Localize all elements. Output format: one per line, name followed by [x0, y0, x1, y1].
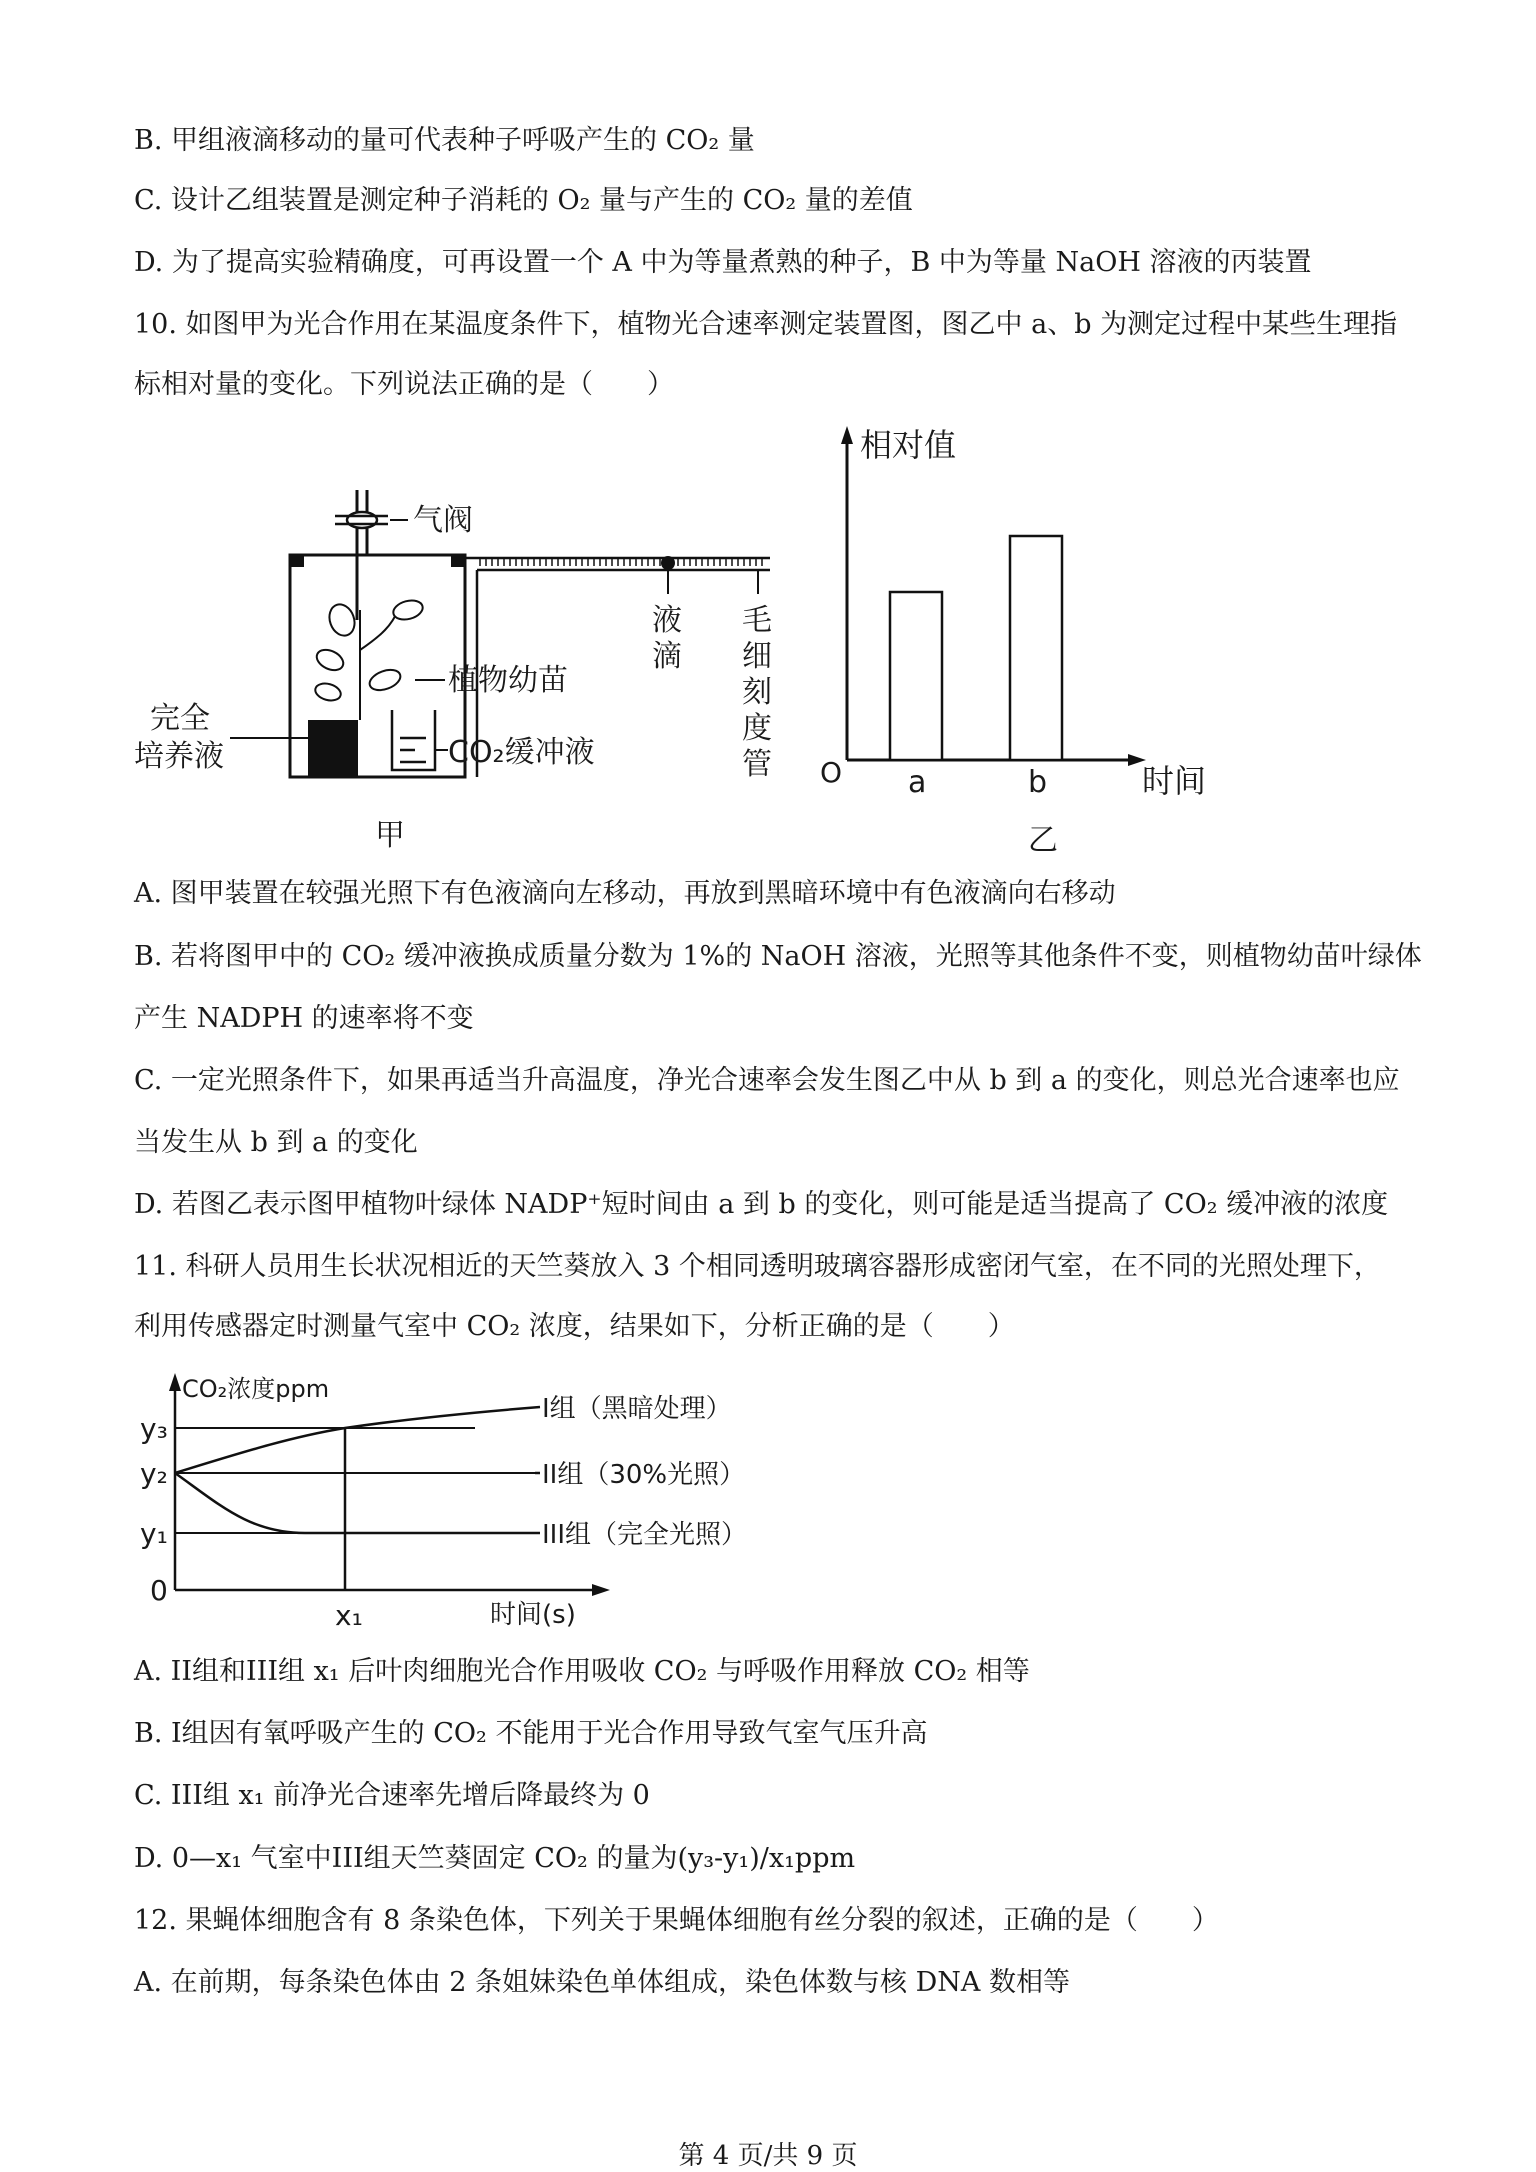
label-capillary-2: 细	[742, 639, 772, 674]
label-medium-1: 完全	[150, 701, 210, 736]
label-valve: 气阀	[413, 503, 473, 538]
culture-medium-jar	[308, 720, 358, 777]
q10-stem-line2: 标相对量的变化。下列说法正确的是（ ）	[134, 369, 674, 400]
q11-stem-line1: 11. 科研人员用生长状况相近的天竺葵放入 3 个相同透明玻璃容器形成密闭气室，在不同的光照处理下，	[134, 1251, 1381, 1282]
legend-group-1: I组（黑暗处理）	[542, 1394, 732, 1424]
x-tick-x1: x₁	[335, 1599, 363, 1632]
q12-option-a: A. 在前期，每条染色体由 2 条姐妹染色单体组成，染色体数与核 DNA 数相等	[134, 1967, 1070, 1998]
buffer-beaker	[392, 710, 435, 770]
q10-option-a: A. 图甲装置在较强光照下有色液滴向左移动，再放到黑暗环境中有色液滴向右移动	[134, 878, 1116, 909]
y-axis-label: CO₂浓度ppm	[182, 1375, 330, 1403]
label-droplet-1: 液	[652, 603, 682, 638]
x-axis-label: 时间	[1142, 762, 1207, 800]
x-axis-label: 时间(s)	[490, 1600, 576, 1630]
tick-label-a: a	[908, 765, 927, 800]
q10-option-c-line1: C. 一定光照条件下，如果再适当升高温度，净光合速率会发生图乙中从 b 到 a 的变化，则总光合速率也应	[134, 1065, 1400, 1096]
q11-option-c: C. III组 x₁ 前净光合速率先增后降最终为 0	[134, 1780, 650, 1811]
q12-stem: 12. 果蝇体细胞含有 8 条染色体，下列关于果蝇体细胞有丝分裂的叙述，正确的是（ ）	[134, 1905, 1219, 1936]
label-seedling: 植物幼苗	[448, 663, 568, 698]
q11-option-a: A. II组和III组 x₁ 后叶肉细胞光合作用吸收 CO₂ 与呼吸作用释放 CO₂ 相等	[134, 1656, 1030, 1687]
legend-group-2: II组（30%光照）	[542, 1460, 746, 1490]
q10-option-c-line2: 当发生从 b 到 a 的变化	[134, 1127, 418, 1158]
legend-group-3: III组（完全光照）	[542, 1520, 748, 1550]
q9-option-b: B. 甲组液滴移动的量可代表种子呼吸产生的 CO₂ 量	[134, 125, 755, 156]
origin-label: O	[820, 756, 843, 789]
q10-option-d: D. 若图乙表示图甲植物叶绿体 NADP⁺短时间由 a 到 b 的变化，则可能是适当提高了 CO₂ 缓冲液的浓度	[134, 1189, 1389, 1220]
caption-yi: 乙	[1028, 823, 1058, 858]
series-group-1-line	[175, 1407, 540, 1473]
q10-stem-line1: 10. 如图甲为光合作用在某温度条件下，植物光合速率测定装置图，图乙中 a、b 为测定过程中某些生理指	[134, 309, 1398, 340]
y-tick-y2: y₂	[140, 1457, 168, 1490]
page-footer: 第 4 页/共 9 页	[678, 2141, 858, 2171]
seedling-icon	[313, 597, 445, 720]
q11-option-d: D. 0—x₁ 气室中III组天竺葵固定 CO₂ 的量为(y₃-y₁)/x₁ppm	[134, 1843, 856, 1874]
label-droplet-2: 滴	[652, 639, 682, 674]
q11-option-b: B. I组因有氧呼吸产生的 CO₂ 不能用于光合作用导致气室气压升高	[134, 1718, 928, 1749]
series-group-3-line	[175, 1473, 540, 1533]
y-tick-0: 0	[150, 1574, 168, 1607]
caption-jia: 甲	[375, 818, 405, 853]
y-tick-y1: y₁	[140, 1517, 168, 1550]
q9-option-c: C. 设计乙组装置是测定种子消耗的 O₂ 量与产生的 CO₂ 量的差值	[134, 185, 913, 216]
label-medium-2: 培养液	[134, 739, 224, 774]
label-capillary-1: 毛	[742, 603, 772, 638]
bar-a	[890, 592, 942, 760]
q11-stem-line2: 利用传感器定时测量气室中 CO₂ 浓度，结果如下，分析正确的是（ ）	[134, 1311, 1015, 1342]
q10-option-b-line1: B. 若将图甲中的 CO₂ 缓冲液换成质量分数为 1%的 NaOH 溶液，光照等其他条件不变，则植物幼苗叶绿体	[134, 941, 1422, 972]
y-axis-label: 相对值	[860, 426, 957, 464]
q9-option-d: D. 为了提高实验精确度，可再设置一个 A 中为等量煮熟的种子，B 中为等量 NaOH 溶液的丙装置	[134, 247, 1312, 278]
y-tick-y3: y₃	[140, 1412, 168, 1445]
figure-yi-bar-chart	[810, 420, 1230, 860]
tick-label-b: b	[1028, 765, 1048, 800]
label-capillary-5: 管	[742, 747, 772, 782]
liquid-droplet	[661, 556, 675, 570]
label-capillary-4: 度	[742, 711, 772, 746]
q10-option-b-line2: 产生 NADPH 的速率将不变	[134, 1003, 474, 1034]
figure-jia-apparatus	[130, 470, 810, 860]
q11-co2-line-chart	[130, 1365, 770, 1635]
bar-b	[1010, 536, 1062, 760]
label-buffer: CO₂缓冲液	[448, 735, 595, 770]
label-capillary-3: 刻	[742, 675, 772, 710]
